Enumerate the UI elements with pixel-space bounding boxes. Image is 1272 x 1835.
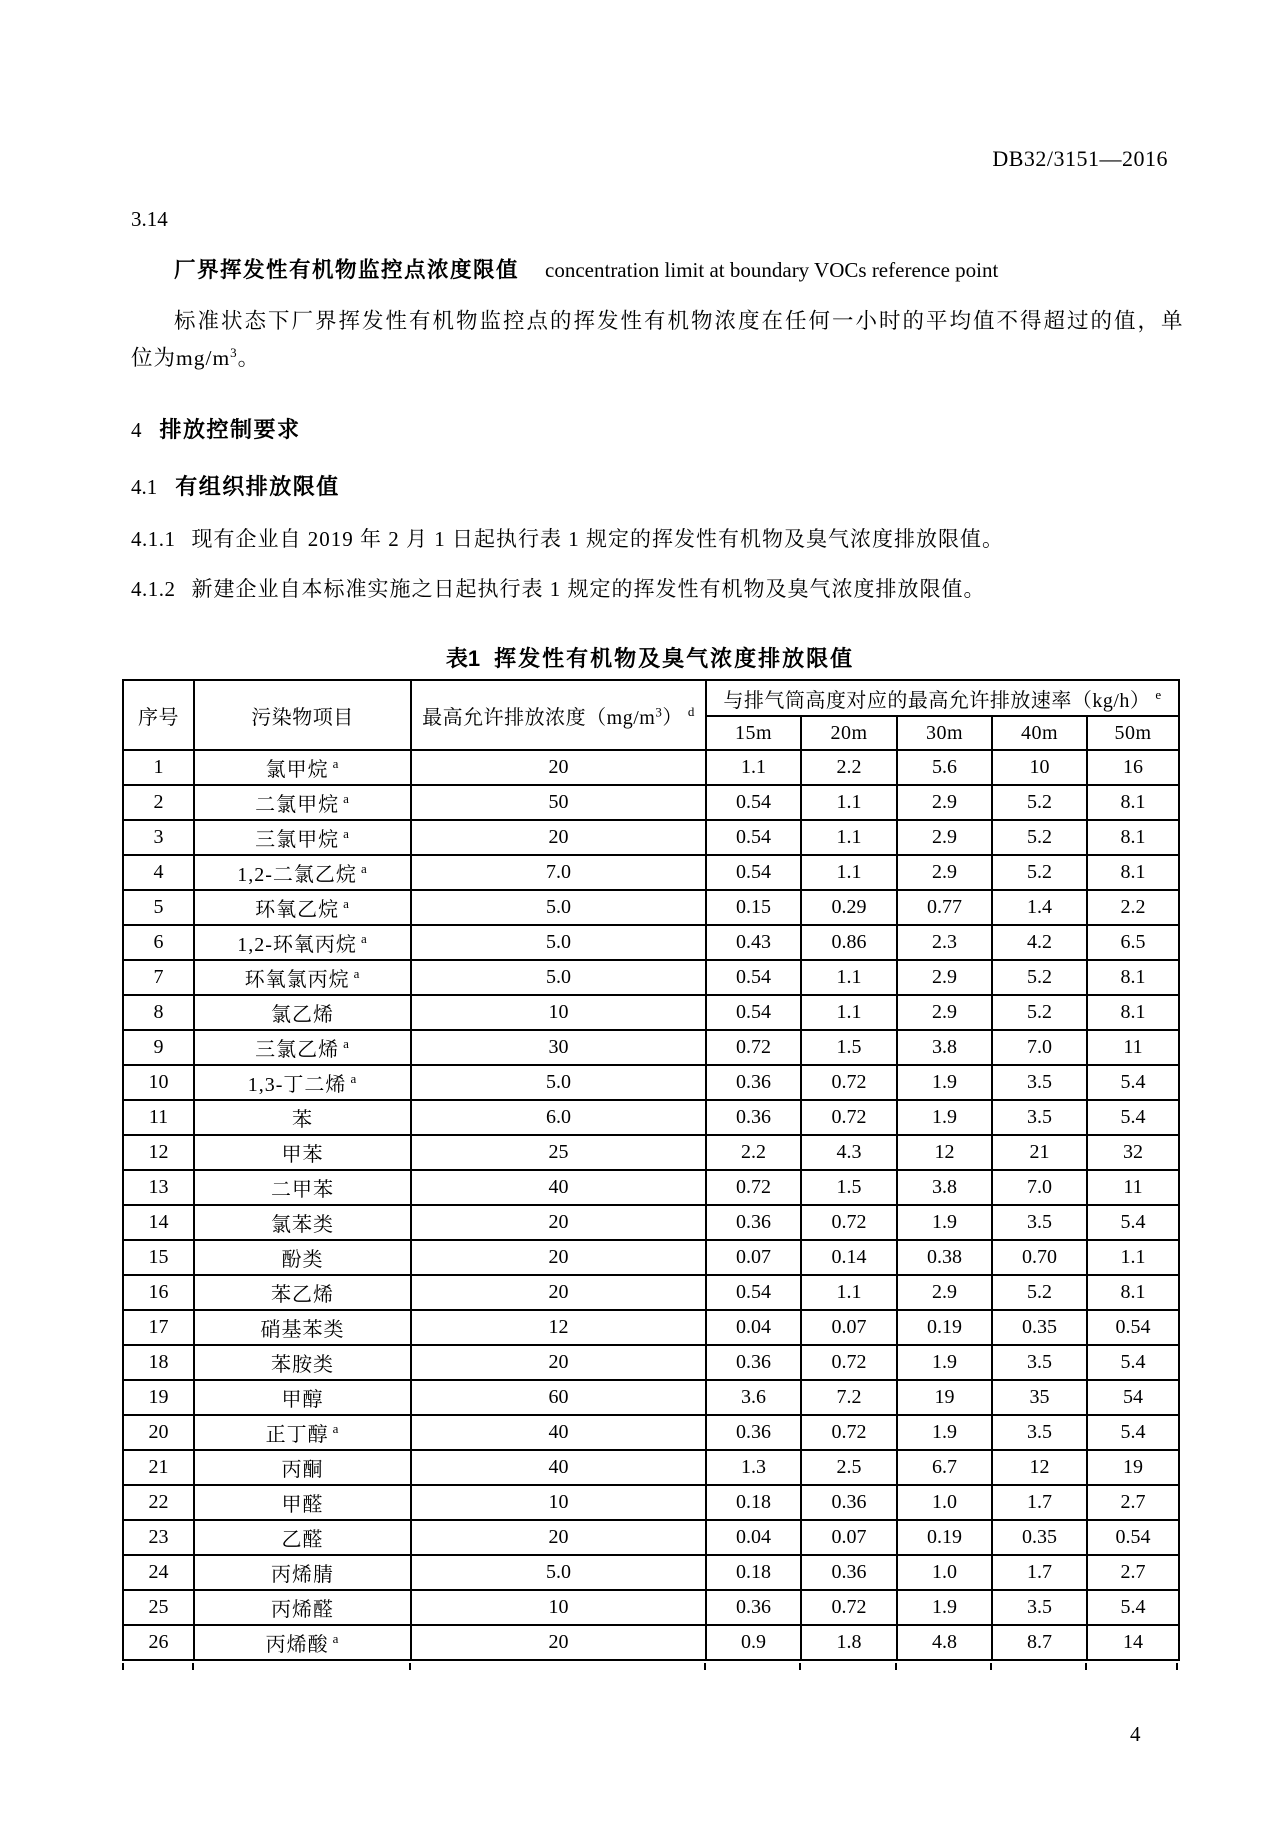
footnote-marker: a [360,861,368,877]
grid-line [1085,1663,1087,1670]
cell-rate: 3.8 [897,1030,992,1065]
table1-caption-title: 挥发性有机物及臭气浓度排放限值 [494,646,855,671]
cell-concentration: 20 [411,750,706,785]
cell-rate: 0.38 [897,1240,992,1275]
cell-seq: 17 [123,1310,194,1345]
cell-rate: 12 [897,1135,992,1170]
cell-seq: 24 [123,1555,194,1590]
header-max-rate [706,680,1179,716]
header-max-concentration-close: ） [662,706,683,729]
table-row [123,1100,1179,1135]
cell-rate: 0.72 [801,1065,897,1100]
cell-rate: 8.1 [1087,855,1179,890]
header-height-50m: 50m [1087,716,1179,750]
cell-rate: 21 [992,1135,1087,1170]
cell-rate: 8.7 [992,1625,1087,1660]
grid-line [122,1663,124,1670]
definition-body-line-2 [131,341,260,372]
table-row [123,820,1179,855]
cell-pollutant: 1,2-环氧丙烷 $^a$ [194,925,411,960]
cell-rate: 32 [1087,1135,1179,1170]
cell-rate: 5.2 [992,1275,1087,1310]
cell-rate: 0.72 [801,1205,897,1240]
cell-rate: 1.4 [992,890,1087,925]
cell-pollutant: 苯乙烯 [194,1275,411,1310]
page-number: 4 [1130,1722,1141,1746]
cell-concentration: 30 [411,1030,706,1065]
cell-concentration: 20 [411,1240,706,1275]
cell-rate: 0.18 [706,1485,801,1520]
doc-number: DB32/3151—2016 [992,146,1168,171]
cell-rate: 1.1 [801,785,897,820]
cell-seq: 3 [123,820,194,855]
cell-seq: 20 [123,1415,194,1450]
cell-rate: 0.29 [801,890,897,925]
cell-rate: 0.54 [706,995,801,1030]
footnote-marker: a [350,1071,358,1087]
cell-rate: 8.1 [1087,995,1179,1030]
table-row [123,1345,1179,1380]
cell-seq: 2 [123,785,194,820]
cell-concentration: 12 [411,1310,706,1345]
cell-seq: 12 [123,1135,194,1170]
cell-seq: 6 [123,925,194,960]
clause-4-1-2-text: 新建企业自本标准实施之日起执行表 1 规定的挥发性有机物及臭气浓度排放限值。 [191,577,986,601]
grid-line [799,1663,801,1670]
cell-seq: 22 [123,1485,194,1520]
cell-seq: 16 [123,1275,194,1310]
cell-rate: 19 [1087,1450,1179,1485]
cell-rate: 11 [1087,1030,1179,1065]
cell-concentration: 20 [411,1205,706,1240]
definition-body-line-1: 标准状态下厂界挥发性有机物监控点的挥发性有机物浓度在任何一小时的平均值不得超过的值，单 [174,309,1185,333]
table-row [123,1625,1179,1660]
cell-rate: 5.4 [1087,1205,1179,1240]
cell-concentration: 40 [411,1170,706,1205]
cell-rate: 1.9 [897,1415,992,1450]
cell-rate: 0.36 [801,1485,897,1520]
table-row [123,1520,1179,1555]
cell-rate: 0.72 [801,1415,897,1450]
cell-seq: 26 [123,1625,194,1660]
table-row [123,1380,1179,1415]
cell-rate: 7.0 [992,1170,1087,1205]
cell-pollutant: 三氯乙烯 $^a$ [194,1030,411,1065]
cell-rate: 0.36 [706,1065,801,1100]
cell-rate: 0.04 [706,1520,801,1555]
cell-rate: 0.54 [1087,1520,1179,1555]
cell-concentration: 20 [411,1345,706,1380]
cell-rate: 0.9 [706,1625,801,1660]
table-row [123,1205,1179,1240]
table-row [123,1485,1179,1520]
cell-rate: 0.36 [706,1205,801,1240]
cell-rate: 6.7 [897,1450,992,1485]
cell-seq: 4 [123,855,194,890]
cell-rate: 2.2 [801,750,897,785]
cell-concentration: 10 [411,995,706,1030]
cell-rate: 3.5 [992,1100,1087,1135]
cell-rate: 1.0 [897,1555,992,1590]
section-4-title: 排放控制要求 [159,417,301,442]
unit-superscript: 3 [230,344,238,360]
section-4-1-heading [131,470,340,501]
cell-rate: 0.54 [706,855,801,890]
header-height-40m: 40m [992,716,1087,750]
cell-pollutant: 硝基苯类 [194,1310,411,1345]
header-height-15m: 15m [706,716,801,750]
cell-rate: 14 [1087,1625,1179,1660]
table-row [123,925,1179,960]
cell-rate: 1.1 [801,960,897,995]
cell-rate: 0.36 [706,1590,801,1625]
table-row [123,1555,1179,1590]
cell-rate: 1.1 [801,820,897,855]
cell-rate: 1.5 [801,1170,897,1205]
header-height-30m: 30m [897,716,992,750]
cell-pollutant: 酚类 [194,1240,411,1275]
cell-rate: 2.9 [897,995,992,1030]
section-4-number: 4 [131,418,142,442]
cell-seq: 15 [123,1240,194,1275]
cell-pollutant: 乙醛 [194,1520,411,1555]
cell-rate: 1.1 [706,750,801,785]
cell-rate: 1.1 [801,1275,897,1310]
cell-rate: 0.77 [897,890,992,925]
cell-rate: 1.9 [897,1345,992,1380]
cell-seq: 25 [123,1590,194,1625]
cell-seq: 19 [123,1380,194,1415]
section-4-heading [131,413,301,444]
cell-rate: 2.5 [801,1450,897,1485]
cell-rate: 0.19 [897,1520,992,1555]
header-height-20m: 20m [801,716,897,750]
cell-rate: 0.70 [992,1240,1087,1275]
table-row [123,1415,1179,1450]
cell-rate: 1.0 [897,1485,992,1520]
table-header-row-1 [123,680,1179,716]
cell-rate: 6.5 [1087,925,1179,960]
cell-rate: 1.1 [1087,1240,1179,1275]
cell-pollutant: 1,2-二氯乙烷 $^a$ [194,855,411,890]
cell-rate: 0.07 [801,1520,897,1555]
cell-rate: 1.1 [801,855,897,890]
table1-caption [122,642,1178,673]
cell-rate: 0.72 [801,1590,897,1625]
cell-rate: 0.36 [706,1415,801,1450]
cell-rate: 5.4 [1087,1590,1179,1625]
table-row [123,785,1179,820]
table-page-break-fragment [122,1663,1178,1670]
cell-pollutant: 甲醇 [194,1380,411,1415]
table-row [123,1065,1179,1100]
cell-seq: 23 [123,1520,194,1555]
cell-rate: 0.54 [706,785,801,820]
table1-body [123,750,1179,1660]
grid-line [704,1663,706,1670]
cell-rate: 3.6 [706,1380,801,1415]
cell-rate: 10 [992,750,1087,785]
cell-rate: 8.1 [1087,1275,1179,1310]
cell-rate: 2.2 [1087,890,1179,925]
emission-limits-table [122,679,1180,1661]
cell-rate: 2.7 [1087,1485,1179,1520]
cell-rate: 2.7 [1087,1555,1179,1590]
cell-pollutant: 环氧乙烷 $^a$ [194,890,411,925]
cell-concentration: 10 [411,1590,706,1625]
grid-line [409,1663,411,1670]
cell-rate: 2.3 [897,925,992,960]
cell-seq: 9 [123,1030,194,1065]
cell-seq: 11 [123,1100,194,1135]
cell-rate: 11 [1087,1170,1179,1205]
cell-concentration: 25 [411,1135,706,1170]
cell-rate: 0.07 [801,1310,897,1345]
cell-concentration: 20 [411,1625,706,1660]
table-row [123,1310,1179,1345]
cell-rate: 1.7 [992,1485,1087,1520]
term-chinese: 厂界挥发性有机物监控点浓度限值 [174,258,520,282]
table-row [123,890,1179,925]
cell-rate: 5.4 [1087,1065,1179,1100]
cell-rate: 3.8 [897,1170,992,1205]
table-row [123,1590,1179,1625]
cell-rate: 5.2 [992,820,1087,855]
cell-pollutant: 丙烯醛 [194,1590,411,1625]
cell-seq: 21 [123,1450,194,1485]
cell-rate: 2.9 [897,855,992,890]
cell-pollutant: 丙酮 [194,1450,411,1485]
clause-4-1-1-text: 现有企业自 2019 年 2 月 1 日起执行表 1 规定的挥发性有机物及臭气浓度排放限值。 [191,527,1004,551]
cell-pollutant: 三氯甲烷 $^a$ [194,820,411,855]
cell-rate: 0.54 [1087,1310,1179,1345]
cell-rate: 0.36 [801,1555,897,1590]
cell-rate: 0.72 [706,1030,801,1065]
section-3-14-number: 3.14 [131,207,168,231]
clause-4-1-2-number: 4.1.2 [131,577,176,601]
cell-pollutant: 正丁醇 $^a$ [194,1415,411,1450]
table-row [123,855,1179,890]
grid-line [1176,1663,1178,1670]
footnote-marker: a [353,966,361,982]
cell-concentration: 5.0 [411,890,706,925]
cell-concentration: 20 [411,1520,706,1555]
cell-pollutant: 氯苯类 [194,1205,411,1240]
cell-pollutant: 氯乙烯 [194,995,411,1030]
cell-rate: 0.43 [706,925,801,960]
footnote-marker: a [332,1631,340,1647]
cell-rate: 0.04 [706,1310,801,1345]
table-row [123,960,1179,995]
cell-rate: 0.54 [706,960,801,995]
cell-pollutant: 二氯甲烷 $^a$ [194,785,411,820]
grid-line [895,1663,897,1670]
cell-rate: 4.2 [992,925,1087,960]
footnote-d: d [687,703,695,719]
cell-rate: 8.1 [1087,960,1179,995]
footnote-e: e [1155,686,1162,702]
cell-seq: 18 [123,1345,194,1380]
cell-rate: 0.36 [706,1345,801,1380]
table-row [123,1030,1179,1065]
cell-rate: 3.5 [992,1345,1087,1380]
cell-rate: 5.2 [992,785,1087,820]
unit-superscript: 3 [655,703,663,719]
footnote-marker: a [332,756,340,772]
table-row [123,995,1179,1030]
cell-rate: 8.1 [1087,785,1179,820]
cell-seq: 14 [123,1205,194,1240]
cell-rate: 4.8 [897,1625,992,1660]
cell-concentration: 5.0 [411,1065,706,1100]
cell-rate: 3.5 [992,1205,1087,1240]
cell-rate: 5.4 [1087,1345,1179,1380]
cell-rate: 1.9 [897,1100,992,1135]
section-4-1-title: 有组织排放限值 [175,474,340,499]
cell-rate: 1.9 [897,1065,992,1100]
cell-rate: 0.72 [706,1170,801,1205]
header-seq: 序号 [123,680,194,750]
cell-rate: 1.5 [801,1030,897,1065]
cell-rate: 2.9 [897,820,992,855]
cell-rate: 0.07 [706,1240,801,1275]
cell-rate: 0.54 [706,1275,801,1310]
cell-rate: 0.72 [801,1345,897,1380]
table-row [123,1275,1179,1310]
cell-concentration: 50 [411,785,706,820]
cell-rate: 12 [992,1450,1087,1485]
cell-rate: 3.5 [992,1590,1087,1625]
cell-rate: 3.5 [992,1065,1087,1100]
definition-body-line-2-end: 。 [237,346,261,370]
cell-rate: 5.4 [1087,1415,1179,1450]
cell-rate: 0.15 [706,890,801,925]
cell-seq: 7 [123,960,194,995]
cell-rate: 19 [897,1380,992,1415]
cell-rate: 0.72 [801,1100,897,1135]
cell-rate: 1.1 [801,995,897,1030]
cell-rate: 5.2 [992,960,1087,995]
clause-4-1-1-number: 4.1.1 [131,527,176,551]
cell-rate: 0.14 [801,1240,897,1275]
cell-rate: 0.86 [801,925,897,960]
cell-rate: 5.2 [992,995,1087,1030]
cell-pollutant: 苯胺类 [194,1345,411,1380]
clause-4-1-2 [131,573,986,603]
section-4-1-number: 4.1 [131,475,158,499]
cell-seq: 5 [123,890,194,925]
cell-concentration: 7.0 [411,855,706,890]
cell-rate: 1.8 [801,1625,897,1660]
definition-body-line-2-text: 位为mg/m [131,346,231,370]
cell-concentration: 60 [411,1380,706,1415]
cell-concentration: 40 [411,1415,706,1450]
cell-rate: 16 [1087,750,1179,785]
footnote-marker: a [332,1421,340,1437]
footnote-marker: a [343,826,350,842]
cell-rate: 2.2 [706,1135,801,1170]
cell-rate: 5.4 [1087,1100,1179,1135]
cell-rate: 0.18 [706,1555,801,1590]
cell-rate: 2.9 [897,1275,992,1310]
cell-rate: 1.7 [992,1555,1087,1590]
term-english: concentration limit at boundary VOCs reference point [545,258,999,282]
table-row [123,1170,1179,1205]
footnote-marker: a [343,896,350,912]
cell-pollutant: 丙烯腈 [194,1555,411,1590]
cell-pollutant: 丙烯酸 $^a$ [194,1625,411,1660]
cell-concentration: 20 [411,1275,706,1310]
cell-rate: 5.6 [897,750,992,785]
cell-rate: 7.0 [992,1030,1087,1065]
clause-4-1-1 [131,523,1004,553]
header-max-concentration [411,680,706,750]
cell-seq: 13 [123,1170,194,1205]
header-max-rate-text: 与排气筒高度对应的最高允许排放速率（kg/h） [723,689,1151,712]
cell-rate: 0.35 [992,1310,1087,1345]
grid-line [192,1663,194,1670]
cell-rate: 0.19 [897,1310,992,1345]
cell-pollutant: 甲苯 [194,1135,411,1170]
footnote-marker: a [343,791,350,807]
table-row [123,1240,1179,1275]
cell-seq: 1 [123,750,194,785]
table-row [123,1450,1179,1485]
cell-concentration: 5.0 [411,925,706,960]
header-pollutant: 污染物项目 [194,680,411,750]
cell-rate: 3.5 [992,1415,1087,1450]
cell-rate: 1.9 [897,1205,992,1240]
cell-seq: 10 [123,1065,194,1100]
cell-seq: 8 [123,995,194,1030]
cell-rate: 0.35 [992,1520,1087,1555]
cell-concentration: 6.0 [411,1100,706,1135]
cell-rate: 2.9 [897,785,992,820]
cell-concentration: 5.0 [411,1555,706,1590]
cell-rate: 0.54 [706,820,801,855]
footnote-marker: a [360,931,368,947]
cell-pollutant: 二甲苯 [194,1170,411,1205]
cell-concentration: 40 [411,1450,706,1485]
cell-pollutant: 氯甲烷 $^a$ [194,750,411,785]
cell-rate: 5.2 [992,855,1087,890]
cell-pollutant: 苯 [194,1100,411,1135]
table-row [123,750,1179,785]
cell-pollutant: 1,3-丁二烯 $^a$ [194,1065,411,1100]
cell-rate: 4.3 [801,1135,897,1170]
cell-concentration: 10 [411,1485,706,1520]
cell-rate: 7.2 [801,1380,897,1415]
cell-pollutant: 甲醛 [194,1485,411,1520]
header-max-concentration-text: 最高允许排放浓度（mg/m [422,706,656,729]
cell-pollutant: 环氧氯丙烷 $^a$ [194,960,411,995]
cell-rate: 1.9 [897,1590,992,1625]
term-definition-heading [174,253,998,284]
footnote-marker: a [343,1036,350,1052]
cell-rate: 1.3 [706,1450,801,1485]
cell-rate: 2.9 [897,960,992,995]
cell-rate: 54 [1087,1380,1179,1415]
grid-line [990,1663,992,1670]
cell-concentration: 20 [411,820,706,855]
table1-caption-label: 表1 [445,646,481,671]
cell-concentration: 5.0 [411,960,706,995]
cell-rate: 0.36 [706,1100,801,1135]
cell-rate: 35 [992,1380,1087,1415]
table-row [123,1135,1179,1170]
cell-rate: 8.1 [1087,820,1179,855]
